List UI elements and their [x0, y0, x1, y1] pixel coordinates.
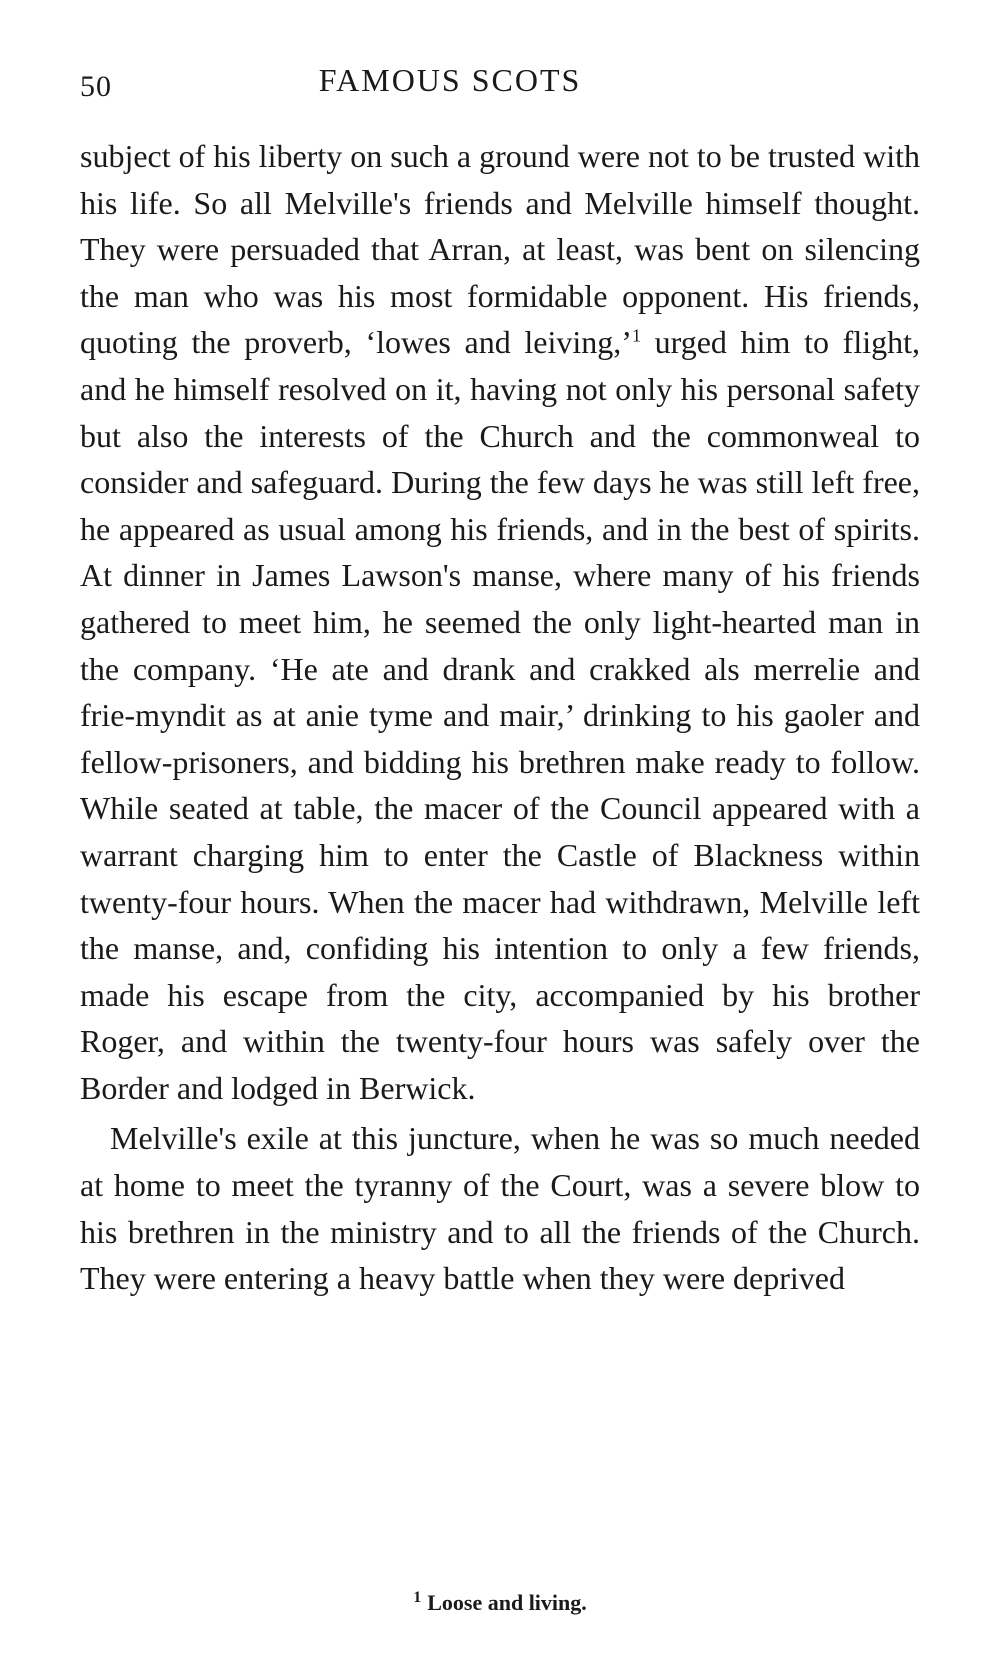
footnote [0, 1590, 1000, 1616]
paragraph-2: Melville's exile at this juncture, when he was so much needed at home to meet the tyranny of the Court, was a severe blow to his brethren in the ministry and to all the friends of the Church. They were entering a heavy battle when they were deprived [80, 1120, 920, 1297]
page-title: FAMOUS SCOTS [318, 62, 582, 98]
footnote-reference: 1 [631, 325, 641, 346]
paragraph-1 [80, 133, 920, 1111]
running-head [80, 62, 920, 108]
paragraph-1-text-after-note: urged him to flight, and he himself resolved on it, having not only his personal safety but also the interests of the Church and the commonweal to consider and safeguard. During the few days he was still left free, he appeared as usual among his friends, and in the best of spirits. At dinner in James Lawson's manse, where many of his friends gathered to meet him, he seemed the only light-hearted man in the company. ‘He ate and drank and crakked als merrelie and frie-myndit as at anie tyme and mair,’ drinking to his gaoler and fellow-prisoners, and bidding his brethren make ready to follow. While seated at table, the macer of the Council appeared with a warrant charging him to enter the Castle of Blackness within twenty-four hours. When the macer had withdrawn, Melville left the manse, and, confiding his intention to only a few friends, made his escape from the city, accompanied by his brother Roger, and within the twenty-four hours was safely over the Border and lodged in Berwick. [80, 324, 921, 1106]
footnote-marker: 1 [413, 1588, 422, 1606]
body-text [80, 133, 920, 1302]
footnote-text: Loose and living. [427, 1590, 587, 1615]
page-number: 50 [80, 70, 112, 103]
paragraph-1-text-before-note: subject of his liberty on such a ground were not to be trusted with his life. So all Melville's friends and Melville himself thought. They were persuaded that Arran, at least, was bent on silencing the man who was his most formidable opponent. His friends, quoting the proverb, ‘lowes and leiving,’ [80, 138, 920, 361]
